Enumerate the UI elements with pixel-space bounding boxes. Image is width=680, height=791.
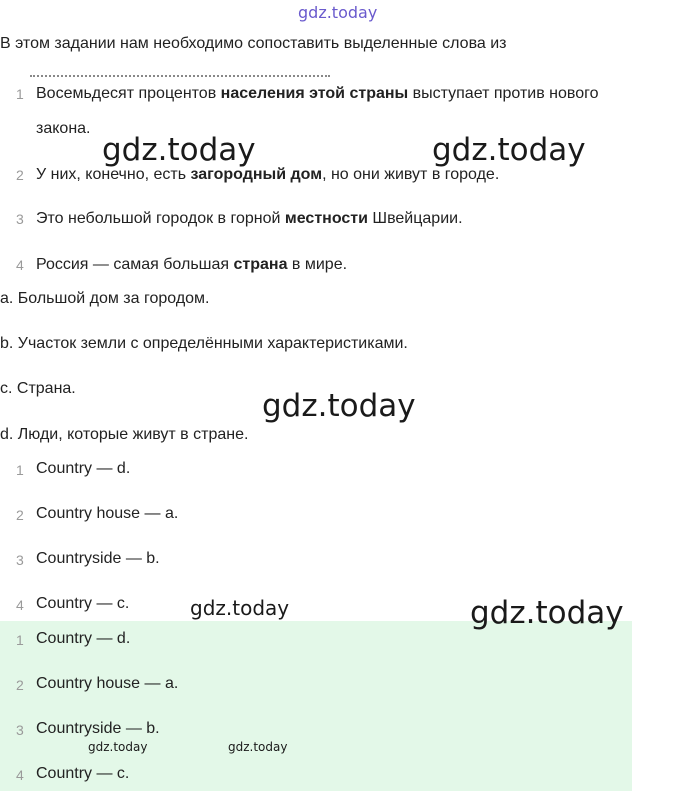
- sentence-number: 4: [16, 257, 24, 273]
- answer-item: Country house — a.: [36, 675, 179, 692]
- answer-item: Country house — a.: [36, 505, 179, 522]
- intro-text: В этом задании нам необходимо сопоставить выделенные слова из: [0, 35, 507, 52]
- sentence-continuation: закона.: [36, 120, 91, 137]
- sentence-number: 3: [16, 211, 24, 227]
- answer-item: Countryside — b.: [36, 550, 160, 567]
- watermark: gdz.today: [262, 388, 416, 424]
- answer-number: 2: [16, 677, 24, 693]
- answer-item: Country — d.: [36, 630, 131, 647]
- answer-number: 3: [16, 552, 24, 568]
- answer-number: 4: [16, 767, 24, 783]
- answer-number: 4: [16, 597, 24, 613]
- highlighted-word: загородный дом: [190, 166, 323, 183]
- watermark: gdz.today: [470, 595, 624, 631]
- sentence-item: Это небольшой городок в горной местности Швейцарии.: [36, 210, 463, 227]
- answer-number: 2: [16, 507, 24, 523]
- highlighted-word: местности: [284, 210, 368, 227]
- answer-item: Country — d.: [36, 460, 131, 477]
- watermark-top: gdz.today: [298, 3, 378, 22]
- answer-item: Countryside — b.: [36, 720, 160, 737]
- answer-item: Country — c.: [36, 765, 130, 782]
- watermark: gdz.today: [432, 132, 586, 168]
- sentence-item: Россия — самая большая страна в мире.: [36, 256, 348, 273]
- definition-item: c. Страна.: [0, 380, 76, 397]
- sentence-number: 1: [16, 86, 24, 102]
- definition-item: a. Большой дом за городом.: [0, 290, 210, 307]
- definition-item: b. Участок земли с определёнными характеристиками.: [0, 335, 408, 352]
- sentence-item: У них, конечно, есть загородный дом, но они живут в городе.: [36, 166, 500, 183]
- answer-number: 1: [16, 632, 24, 648]
- watermark: gdz.today: [228, 740, 288, 754]
- answer-number: 3: [16, 722, 24, 738]
- highlighted-word: населения этой страны: [220, 85, 409, 102]
- definition-item: d. Люди, которые живут в стране.: [0, 426, 249, 443]
- sentence-item: Восемьдесят процентов населения этой страны выступает против нового: [36, 85, 599, 102]
- sentence-number: 2: [16, 167, 24, 183]
- watermark: gdz.today: [88, 740, 148, 754]
- watermark: gdz.today: [102, 132, 256, 168]
- watermark: gdz.today: [190, 596, 290, 620]
- answer-item: Country — c.: [36, 595, 130, 612]
- answer-number: 1: [16, 462, 24, 478]
- highlighted-word: страна: [233, 256, 288, 273]
- clipped-line: [30, 72, 330, 77]
